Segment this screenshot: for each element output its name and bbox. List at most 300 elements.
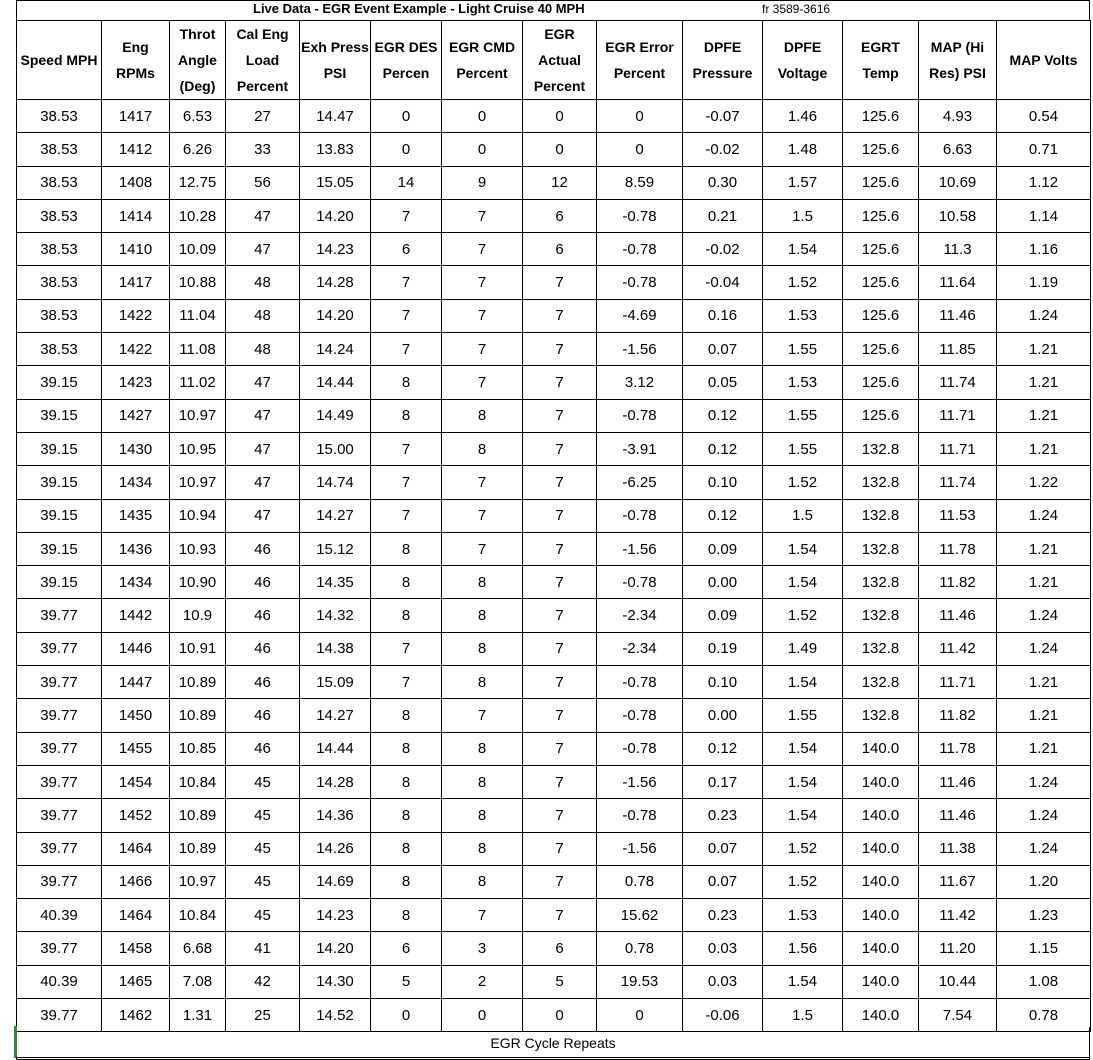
table-cell: 132.8 [843, 499, 919, 532]
table-cell: 0.21 [683, 199, 763, 232]
table-cell: 14.20 [300, 199, 371, 232]
table-cell: 132.8 [843, 632, 919, 665]
table-cell: 0.17 [683, 765, 763, 798]
table-cell: 6 [523, 233, 597, 266]
table-row [17, 566, 1091, 599]
table-cell: 8 [442, 732, 523, 765]
table-cell: -6.25 [597, 466, 683, 499]
table-cell: 140.0 [843, 965, 919, 998]
table-cell: -1.56 [597, 832, 683, 865]
table-cell: -0.78 [597, 199, 683, 232]
table-cell: 1458 [102, 932, 170, 965]
table-cell: 1.54 [763, 532, 843, 565]
table-cell: 11.82 [919, 566, 997, 599]
table-cell: 1450 [102, 699, 170, 732]
table-cell: 39.77 [17, 999, 102, 1032]
table-row [17, 166, 1091, 199]
table-cell: 1.57 [763, 166, 843, 199]
table-cell: 2 [442, 965, 523, 998]
table-cell: 7 [523, 499, 597, 532]
column-header: Exh Press PSI [300, 21, 371, 100]
table-cell: 1.21 [997, 732, 1091, 765]
table-cell: 11.42 [919, 899, 997, 932]
table-cell: 0 [442, 100, 523, 133]
table-cell: 1.19 [997, 266, 1091, 299]
table-cell: 14.27 [300, 499, 371, 532]
table-cell: 0.07 [683, 333, 763, 366]
table-cell: 1435 [102, 499, 170, 532]
table-cell: 39.77 [17, 799, 102, 832]
table-cell: 11.78 [919, 732, 997, 765]
table-cell: 8 [371, 566, 442, 599]
table-cell: 45 [226, 799, 300, 832]
table-cell: 11.74 [919, 366, 997, 399]
table-cell: 5 [523, 965, 597, 998]
table-cell: 14.52 [300, 999, 371, 1032]
table-cell: 6 [371, 233, 442, 266]
table-cell: -2.34 [597, 632, 683, 665]
table-cell: 1.16 [997, 233, 1091, 266]
table-cell: 140.0 [843, 932, 919, 965]
table-cell: 1.52 [763, 599, 843, 632]
table-cell: 8 [442, 432, 523, 465]
table-cell: 125.6 [843, 166, 919, 199]
column-header: Throt Angle (Deg) [170, 21, 226, 100]
table-cell: 15.00 [300, 432, 371, 465]
table-cell: 0 [442, 133, 523, 166]
table-cell: 10.97 [170, 399, 226, 432]
table-cell: 12.75 [170, 166, 226, 199]
table-cell: 0 [597, 133, 683, 166]
table-cell: 8 [371, 799, 442, 832]
table-cell: 125.6 [843, 299, 919, 332]
table-cell: 11.3 [919, 233, 997, 266]
table-cell: 1.12 [997, 166, 1091, 199]
table-cell: -0.06 [683, 999, 763, 1032]
table-cell: 11.71 [919, 432, 997, 465]
table-cell: 1.24 [997, 499, 1091, 532]
table-cell: 1.52 [763, 865, 843, 898]
table-cell: 8 [442, 865, 523, 898]
table-cell: 140.0 [843, 732, 919, 765]
table-cell: -1.56 [597, 333, 683, 366]
table-cell: 47 [226, 499, 300, 532]
table-cell: 15.09 [300, 666, 371, 699]
table-cell: 1.21 [997, 666, 1091, 699]
table-cell: 140.0 [843, 999, 919, 1032]
table-cell: 7 [442, 899, 523, 932]
table-cell: 42 [226, 965, 300, 998]
table-cell: 8 [371, 599, 442, 632]
table-cell: 7 [523, 732, 597, 765]
table-cell: 1.21 [997, 699, 1091, 732]
table-cell: 7 [442, 333, 523, 366]
table-cell: 7 [442, 699, 523, 732]
table-cell: 7 [371, 632, 442, 665]
table-row [17, 932, 1091, 965]
table-cell: 10.84 [170, 899, 226, 932]
table-cell: 0 [371, 133, 442, 166]
table-cell: 10.89 [170, 832, 226, 865]
column-header: Cal Eng Load Percent [226, 21, 300, 100]
table-row [17, 133, 1091, 166]
table-cell: 7 [442, 299, 523, 332]
table-cell: 10.89 [170, 699, 226, 732]
table-cell: -0.78 [597, 399, 683, 432]
table-cell: 11.64 [919, 266, 997, 299]
table-cell: 0.10 [683, 666, 763, 699]
table-cell: -3.91 [597, 432, 683, 465]
table-cell: 1430 [102, 432, 170, 465]
cell-selection-accent [14, 1026, 17, 1058]
column-header: DPFE Voltage [763, 21, 843, 100]
table-cell: 14.27 [300, 699, 371, 732]
table-cell: 1.24 [997, 632, 1091, 665]
table-cell: 39.77 [17, 865, 102, 898]
table-cell: 7 [523, 466, 597, 499]
table-cell: 11.67 [919, 865, 997, 898]
table-cell: 10.94 [170, 499, 226, 532]
table-cell: 48 [226, 333, 300, 366]
table-cell: 140.0 [843, 899, 919, 932]
table-cell: 7 [523, 266, 597, 299]
table-cell: 1.49 [763, 632, 843, 665]
table-cell: 0.19 [683, 632, 763, 665]
table-cell: 38.53 [17, 166, 102, 199]
table-cell: 6 [523, 932, 597, 965]
table-cell: -0.78 [597, 266, 683, 299]
table-cell: 7 [523, 399, 597, 432]
table-cell: 7 [371, 499, 442, 532]
table-cell: 45 [226, 832, 300, 865]
table-cell: 0.05 [683, 366, 763, 399]
table-cell: 47 [226, 466, 300, 499]
table-row [17, 233, 1091, 266]
table-cell: 7 [371, 466, 442, 499]
table-row [17, 266, 1091, 299]
table-cell: 7.54 [919, 999, 997, 1032]
column-header: EGR DES Percen [371, 21, 442, 100]
table-row [17, 965, 1091, 998]
column-header: MAP (Hi Res) PSI [919, 21, 997, 100]
table-cell: 0.03 [683, 965, 763, 998]
table-cell: 0 [371, 999, 442, 1032]
table-cell: 1422 [102, 299, 170, 332]
table-cell: 1.48 [763, 133, 843, 166]
table-cell: 1.55 [763, 399, 843, 432]
table-cell: 11.46 [919, 765, 997, 798]
table-cell: 132.8 [843, 599, 919, 632]
table-cell: 6.53 [170, 100, 226, 133]
table-cell: 1.55 [763, 699, 843, 732]
table-cell: 46 [226, 532, 300, 565]
table-cell: 1.14 [997, 199, 1091, 232]
table-cell: 7 [523, 333, 597, 366]
table-row [17, 466, 1091, 499]
table-cell: 1423 [102, 366, 170, 399]
table-cell: 39.15 [17, 532, 102, 565]
table-cell: 7 [523, 599, 597, 632]
table-cell: 11.71 [919, 399, 997, 432]
table-cell: 0.78 [597, 865, 683, 898]
table-row [17, 599, 1091, 632]
table-cell: 0.71 [997, 133, 1091, 166]
table-cell: 46 [226, 699, 300, 732]
table-cell: 1.53 [763, 366, 843, 399]
table-cell: 10.89 [170, 799, 226, 832]
table-cell: 1434 [102, 466, 170, 499]
live-data-table [16, 20, 1091, 1032]
table-cell: 39.77 [17, 666, 102, 699]
table-cell: 7 [523, 432, 597, 465]
table-cell: 14.28 [300, 266, 371, 299]
table-cell: 11.08 [170, 333, 226, 366]
table-cell: 39.15 [17, 399, 102, 432]
table-cell: 125.6 [843, 366, 919, 399]
table-row [17, 499, 1091, 532]
table-cell: 1.24 [997, 299, 1091, 332]
table-cell: 11.04 [170, 299, 226, 332]
table-cell: 6 [523, 199, 597, 232]
table-cell: 14.35 [300, 566, 371, 599]
table-cell: 39.77 [17, 765, 102, 798]
table-cell: 1.5 [763, 499, 843, 532]
table-cell: 8 [442, 566, 523, 599]
table-row [17, 899, 1091, 932]
column-header: Speed MPH [17, 21, 102, 100]
table-cell: 10.44 [919, 965, 997, 998]
column-header: EGR Actual Percent [523, 21, 597, 100]
table-cell: 1454 [102, 765, 170, 798]
table-cell: 125.6 [843, 333, 919, 366]
table-body [17, 100, 1091, 1032]
table-cell: 14.32 [300, 599, 371, 632]
table-cell: 10.90 [170, 566, 226, 599]
table-cell: 38.53 [17, 133, 102, 166]
table-row [17, 832, 1091, 865]
table-cell: 14.24 [300, 333, 371, 366]
column-header: MAP Volts [997, 21, 1091, 100]
table-cell: -0.07 [683, 100, 763, 133]
table-cell: 0.16 [683, 299, 763, 332]
table-cell: 1436 [102, 532, 170, 565]
table-cell: 39.15 [17, 499, 102, 532]
table-cell: 14.44 [300, 732, 371, 765]
table-cell: 7 [523, 765, 597, 798]
table-cell: 1422 [102, 333, 170, 366]
table-cell: 11.82 [919, 699, 997, 732]
table-cell: 0.23 [683, 799, 763, 832]
table-cell: 8 [442, 599, 523, 632]
table-cell: 1.56 [763, 932, 843, 965]
table-cell: 1.21 [997, 532, 1091, 565]
table-cell: 39.77 [17, 699, 102, 732]
table-cell: 7 [523, 865, 597, 898]
table-cell: 14.20 [300, 932, 371, 965]
table-cell: 13.83 [300, 133, 371, 166]
table-cell: 0 [597, 999, 683, 1032]
table-cell: 7 [371, 266, 442, 299]
table-cell: 1464 [102, 832, 170, 865]
table-cell: 11.46 [919, 599, 997, 632]
table-cell: 11.42 [919, 632, 997, 665]
table-cell: 132.8 [843, 566, 919, 599]
table-cell: 1.54 [763, 965, 843, 998]
table-cell: 0.78 [597, 932, 683, 965]
table-row [17, 432, 1091, 465]
table-cell: 6.63 [919, 133, 997, 166]
table-cell: 10.91 [170, 632, 226, 665]
table-cell: 7 [442, 233, 523, 266]
table-cell: 11.46 [919, 299, 997, 332]
table-cell: 1455 [102, 732, 170, 765]
table-cell: 10.97 [170, 865, 226, 898]
footer-row [16, 1027, 1090, 1060]
table-row [17, 799, 1091, 832]
table-cell: 47 [226, 399, 300, 432]
table-cell: 8 [371, 899, 442, 932]
table-cell: 0.03 [683, 932, 763, 965]
table-cell: 125.6 [843, 399, 919, 432]
table-cell: 0.54 [997, 100, 1091, 133]
table-cell: 1410 [102, 233, 170, 266]
table-cell: 14.49 [300, 399, 371, 432]
table-cell: 140.0 [843, 865, 919, 898]
table-cell: 39.77 [17, 632, 102, 665]
table-cell: 11.74 [919, 466, 997, 499]
table-cell: 47 [226, 366, 300, 399]
table-cell: 1442 [102, 599, 170, 632]
table-cell: 14.23 [300, 899, 371, 932]
table-cell: 0.00 [683, 566, 763, 599]
table-cell: 48 [226, 266, 300, 299]
table-cell: 0 [523, 999, 597, 1032]
table-cell: 3.12 [597, 366, 683, 399]
footer-note: EGR Cycle Repeats [490, 1035, 616, 1051]
table-cell: 8 [442, 832, 523, 865]
table-cell: 6.68 [170, 932, 226, 965]
table-cell: 7 [371, 432, 442, 465]
table-cell: 1417 [102, 100, 170, 133]
table-cell: 8 [371, 732, 442, 765]
table-cell: 14.20 [300, 299, 371, 332]
table-cell: 38.53 [17, 233, 102, 266]
table-cell: 7 [442, 466, 523, 499]
table-cell: 1408 [102, 166, 170, 199]
table-cell: 1447 [102, 666, 170, 699]
table-cell: 45 [226, 865, 300, 898]
table-cell: 0.09 [683, 532, 763, 565]
table-cell: 47 [226, 199, 300, 232]
table-row [17, 299, 1091, 332]
table-cell: 46 [226, 732, 300, 765]
table-cell: 47 [226, 432, 300, 465]
table-cell: 1.53 [763, 299, 843, 332]
table-cell: 7 [523, 699, 597, 732]
table-cell: 41 [226, 932, 300, 965]
header-row [17, 21, 1091, 100]
table-cell: 7 [523, 366, 597, 399]
table-cell: 1.54 [763, 732, 843, 765]
table-cell: -0.04 [683, 266, 763, 299]
table-cell: 125.6 [843, 100, 919, 133]
table-cell: -0.78 [597, 499, 683, 532]
table-row [17, 199, 1091, 232]
table-cell: 8.59 [597, 166, 683, 199]
column-header: DPFE Pressure [683, 21, 763, 100]
table-cell: 56 [226, 166, 300, 199]
table-cell: 15.12 [300, 532, 371, 565]
table-cell: 1414 [102, 199, 170, 232]
table-cell: -0.02 [683, 133, 763, 166]
table-cell: 3 [442, 932, 523, 965]
table-cell: -0.78 [597, 666, 683, 699]
table-cell: -4.69 [597, 299, 683, 332]
table-cell: 1.21 [997, 333, 1091, 366]
table-cell: 14.28 [300, 765, 371, 798]
table-cell: 1.21 [997, 432, 1091, 465]
table-cell: 8 [371, 399, 442, 432]
table-cell: 1.24 [997, 799, 1091, 832]
table-cell: 1.08 [997, 965, 1091, 998]
table-cell: 1.5 [763, 199, 843, 232]
table-cell: 11.46 [919, 799, 997, 832]
table-cell: 40.39 [17, 899, 102, 932]
table-cell: 14.30 [300, 965, 371, 998]
table-cell: 14.69 [300, 865, 371, 898]
table-cell: 10.9 [170, 599, 226, 632]
table-cell: 132.8 [843, 432, 919, 465]
table-cell: 14 [371, 166, 442, 199]
table-cell: 10.88 [170, 266, 226, 299]
column-header: EGR CMD Percent [442, 21, 523, 100]
table-cell: -2.34 [597, 599, 683, 632]
table-cell: 1.52 [763, 466, 843, 499]
table-cell: 0.23 [683, 899, 763, 932]
table-cell: 7 [442, 499, 523, 532]
table-cell: 19.53 [597, 965, 683, 998]
table-cell: 7.08 [170, 965, 226, 998]
table-cell: 7 [371, 666, 442, 699]
table-cell: 8 [442, 399, 523, 432]
table-cell: 9 [442, 166, 523, 199]
table-cell: 7 [523, 566, 597, 599]
table-row [17, 100, 1091, 133]
table-cell: 0 [442, 999, 523, 1032]
table-row [17, 366, 1091, 399]
table-cell: 46 [226, 566, 300, 599]
table-cell: 10.89 [170, 666, 226, 699]
table-cell: 39.15 [17, 432, 102, 465]
table-cell: 0.12 [683, 499, 763, 532]
table-cell: 1412 [102, 133, 170, 166]
table-cell: 25 [226, 999, 300, 1032]
table-cell: 38.53 [17, 100, 102, 133]
table-cell: 1.52 [763, 832, 843, 865]
table-cell: 0.12 [683, 732, 763, 765]
table-cell: 8 [371, 765, 442, 798]
sheet-title: Live Data - EGR Event Example - Light Cruise 40 MPH [253, 1, 585, 16]
table-cell: 1.54 [763, 566, 843, 599]
table-cell: 1.46 [763, 100, 843, 133]
table-cell: 10.85 [170, 732, 226, 765]
table-cell: 1.23 [997, 899, 1091, 932]
table-cell: 7 [523, 532, 597, 565]
table-cell: 0.12 [683, 399, 763, 432]
table-cell: 11.78 [919, 532, 997, 565]
table-cell: 7 [523, 799, 597, 832]
table-cell: 14.36 [300, 799, 371, 832]
